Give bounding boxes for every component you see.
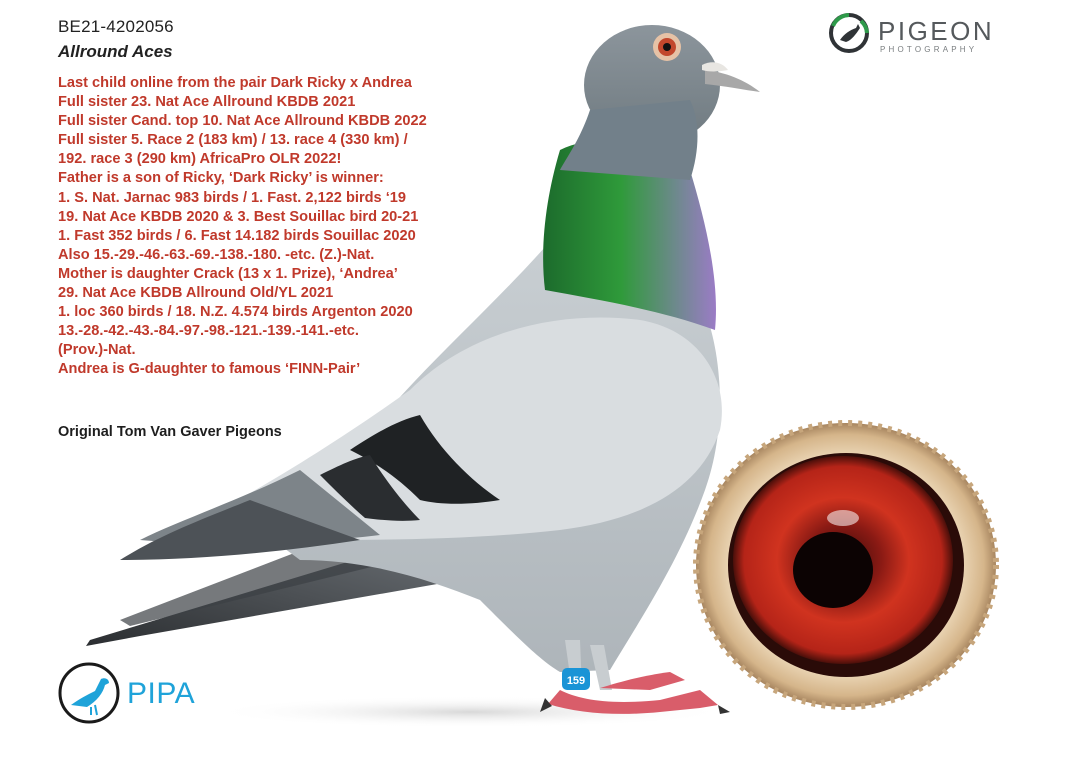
brand-name: PIGEON: [878, 16, 995, 46]
description-line: Mother is daughter Crack (13 x 1. Prize), ‘Andrea’: [58, 265, 398, 282]
pigeon-photography-logo: [828, 12, 1018, 56]
pigeon-photography-logo-icon: [828, 12, 870, 54]
description-line: Last child online from the pair Dark Ricky x Andrea: [58, 75, 412, 91]
pipa-logo: [57, 661, 217, 727]
description-line: 1. Fast 352 birds / 6. Fast 14.182 birds Souillac 2020: [58, 227, 416, 244]
description-line: 29. Nat Ace KBDB Allround Old/YL 2021: [58, 285, 334, 302]
pedigree-description: [58, 74, 478, 380]
subtitle: Allround Aces: [58, 42, 173, 61]
description-line: Full sister 23. Nat Ace Allround KBDB 2021: [58, 94, 356, 111]
description-line: Also 15.-29.-46.-63.-69.-138.-180. -etc. (Z.)-Nat.: [58, 246, 375, 263]
description-line: 1. S. Nat. Jarnac 983 birds / 1. Fast. 2,122 birds ‘19: [58, 189, 406, 206]
description-line: 192. race 3 (290 km) AfricaPro OLR 2022!: [58, 151, 342, 168]
description-line: (Prov.)-Nat.: [58, 342, 136, 359]
description-line: 1. loc 360 birds / 18. N.Z. 4.574 birds Argenton 2020: [58, 304, 413, 321]
description-line: Full sister Cand. top 10. Nat Ace Allround KBDB 2022: [58, 113, 427, 130]
brand-name: PIPA: [127, 677, 196, 710]
brand-subtitle: PHOTOGRAPHY: [880, 45, 978, 54]
eye-closeup-photo: [693, 420, 999, 710]
description-line: Andrea is G-daughter to famous ‘FINN-Pair’: [58, 361, 361, 378]
leg-ring-label: 159: [566, 675, 586, 687]
breeder-credit: Original Tom Van Gaver Pigeons: [58, 424, 282, 440]
description-line: Full sister 5. Race 2 (183 km) / 13. race 4 (330 km) /: [58, 132, 408, 149]
description-line: 13.-28.-42.-43.-84.-97.-98.-121.-139.-141.-etc.: [58, 323, 359, 340]
ring-id: BE21-4202056: [58, 17, 174, 36]
description-line: Father is a son of Ricky, ‘Dark Ricky’ is winner:: [58, 170, 384, 187]
description-line: 19. Nat Ace KBDB 2020 & 3. Best Souillac bird 20-21: [58, 208, 419, 225]
pipa-pigeon-logo-icon: [57, 661, 121, 725]
